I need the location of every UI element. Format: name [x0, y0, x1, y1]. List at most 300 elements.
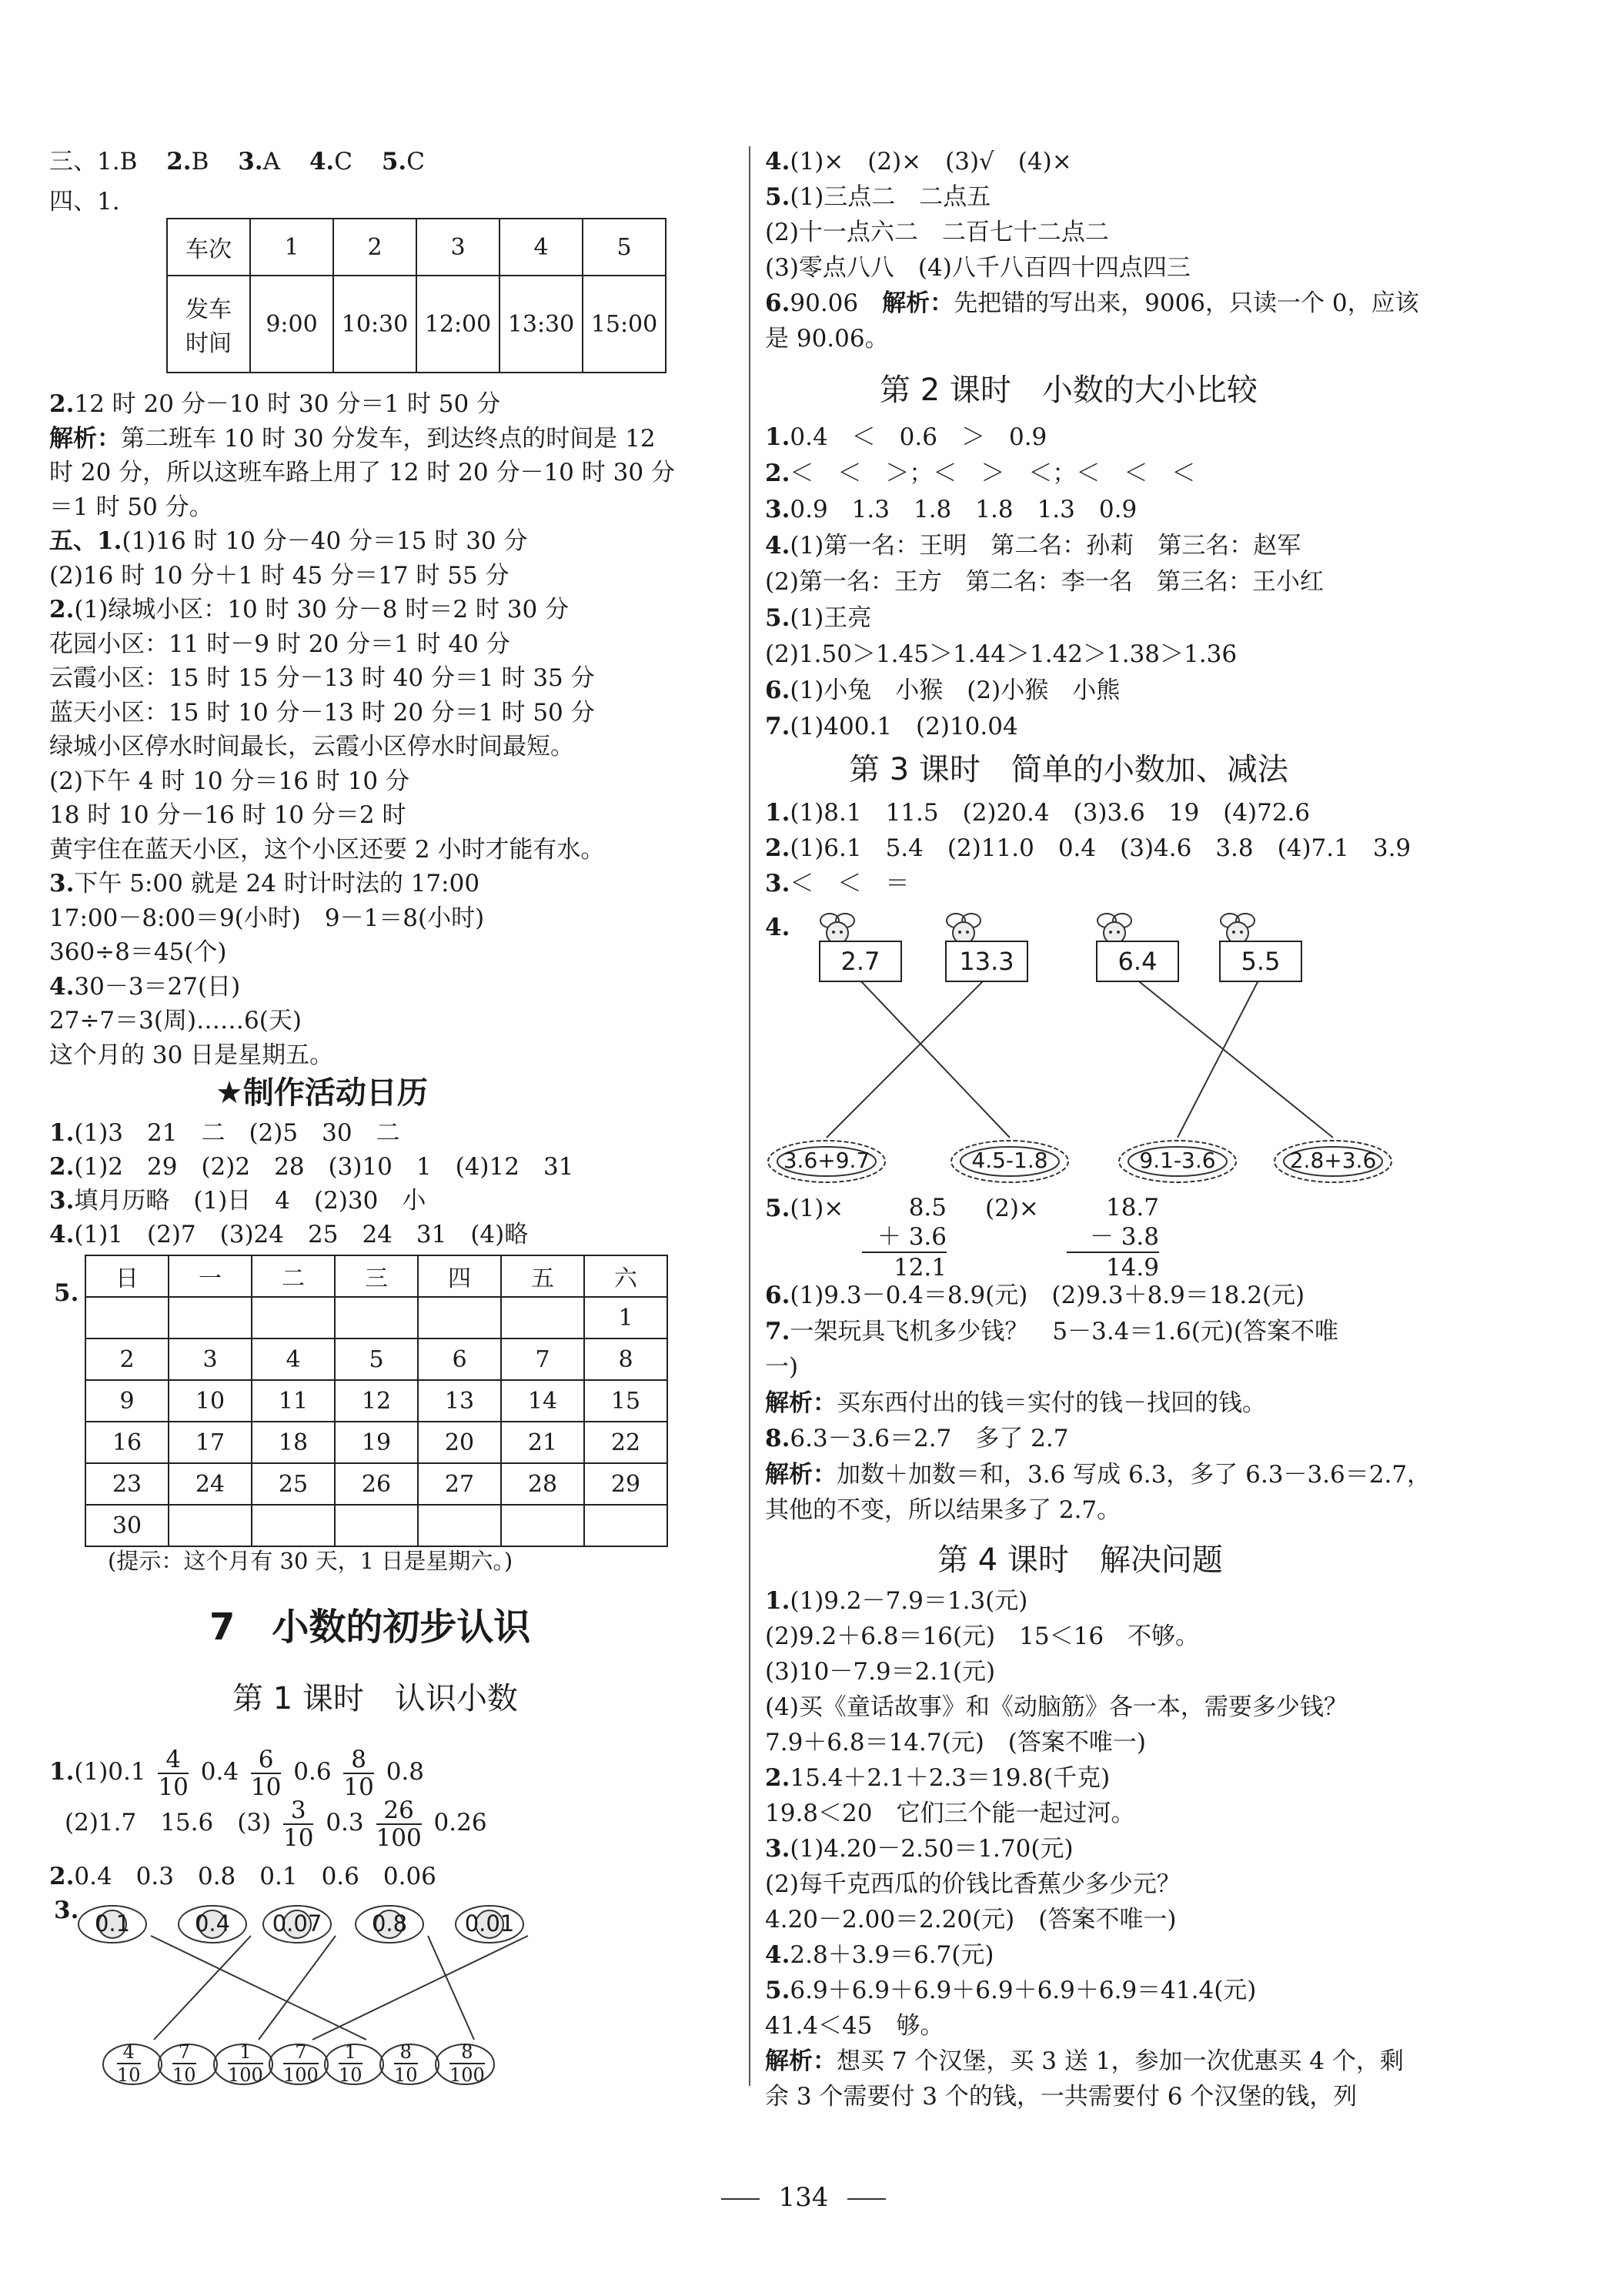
- answer-line: [765, 1280, 1305, 1311]
- answer-text: ＝1 时 50 分。: [49, 493, 213, 521]
- vertical-subtraction: [1067, 1193, 1159, 1282]
- answer-text: 41.4＜45 够。: [765, 2012, 944, 2040]
- answer-line: [49, 423, 656, 454]
- flower-value: 0.4: [194, 1910, 231, 1937]
- calendar-day: 17: [169, 1422, 252, 1463]
- match-line: [151, 1936, 366, 2040]
- calendar-day: 29: [584, 1463, 667, 1505]
- answer-text: 7.9＋6.8＝14.7(元) (答案不唯一): [765, 1729, 1146, 1756]
- section-3-answers: [49, 146, 425, 177]
- answer-text: (1)王亮: [790, 604, 872, 632]
- flower-value: 0.8: [371, 1910, 408, 1937]
- calendar-day: 8: [584, 1338, 667, 1380]
- answer-line: [765, 603, 871, 633]
- answer-box: 13.3: [945, 941, 1028, 982]
- answer-line: [765, 1352, 798, 1382]
- calendar-day: [169, 1505, 252, 1546]
- question-number: 7.: [765, 1317, 790, 1345]
- analysis-text: 先把错的写出来，9006，只读一个 0，应该: [954, 289, 1419, 317]
- table-header: [167, 276, 250, 373]
- flower-value: 0.1: [94, 1910, 131, 1937]
- calendar-day: 9: [85, 1380, 169, 1422]
- answer-line: [765, 1763, 1110, 1793]
- answer-text: 时 20 分，所以这班车路上用了 12 时 20 分－10 时 30 分: [49, 459, 675, 486]
- answer-text: (3)10－7.9＝2.1(元): [765, 1658, 996, 1686]
- answer: C: [406, 148, 425, 175]
- leaf: [323, 2040, 385, 2089]
- numerator: 4: [117, 2041, 141, 2064]
- answer: A: [262, 148, 280, 175]
- denominator: 100: [376, 1823, 422, 1852]
- answer: (2)×: [985, 1195, 1039, 1222]
- weekday-header: 一: [169, 1255, 252, 1297]
- answer-text: (2)1.50＞1.45＞1.44＞1.42＞1.38＞1.36: [765, 640, 1238, 668]
- calendar-day: 11: [252, 1380, 335, 1422]
- answer-text: 15.4＋2.1＋2.3＝19.8(千克): [790, 1764, 1111, 1792]
- answer-text: 想买 7 个汉堡，买 3 送 1，参加一次优惠买 4 个，剩: [837, 2047, 1404, 2075]
- flower: [351, 1901, 428, 1947]
- answer-text: 一): [765, 1353, 799, 1381]
- answer-text: 2.8＋3.9＝6.7(元): [790, 1941, 994, 1969]
- answer-text: (1)6.1 5.4 (2)11.0 0.4 (3)4.6 3.8 (4)7.1 3.9: [790, 834, 1412, 862]
- answer-line: [49, 937, 227, 968]
- numerator: 26: [376, 1797, 422, 1825]
- answer-text: 27÷7＝3(周)……6(天): [49, 1007, 302, 1034]
- answer-text: 360÷8＝45(个): [49, 938, 227, 966]
- answer-line: [49, 800, 406, 831]
- answer-text: 花园小区：11 时－9 时 20 分＝1 时 40 分: [49, 630, 510, 658]
- section-4-label: 四、1.: [49, 188, 120, 216]
- calendar-day: [501, 1505, 584, 1546]
- leaf: [157, 2040, 219, 2089]
- answer-line: [765, 2046, 1404, 2077]
- answer-line: [765, 422, 1047, 453]
- column-divider: [749, 146, 750, 2086]
- calendar-day: 20: [418, 1422, 501, 1463]
- answer: (2)1.7 15.6 (3): [65, 1809, 272, 1836]
- answer-line: [765, 288, 1419, 319]
- answer-text: (2)第一名：王方 第二名：李一名 第三名：王小红: [765, 568, 1324, 596]
- answer-line: [765, 2081, 1357, 2112]
- answer-text: 云霞小区：15 时 15 分－13 时 40 分＝1 时 35 分: [49, 664, 595, 692]
- expression: 2.8+3.6: [1289, 1148, 1377, 1173]
- answer-text: (1)4.20－2.50＝1.70(元): [790, 1835, 1074, 1863]
- denominator: 10: [117, 2064, 141, 2086]
- answer-text: (3)零点八八 (4)八千八百四十四点四三: [765, 254, 1191, 282]
- answer-line: [765, 1459, 1431, 1490]
- match-line: [827, 979, 985, 1138]
- calendar-day: [85, 1297, 169, 1338]
- calendar-day: [252, 1505, 335, 1546]
- question-number: 解析：: [765, 2047, 837, 2075]
- fraction: [339, 2041, 362, 2086]
- calendar-hint: (提示：这个月有 30 天，1 日是星期六。): [108, 1548, 513, 1574]
- lesson-1-title: 第 1 课时 认识小数: [232, 1681, 518, 1716]
- table-cell: 4: [499, 219, 583, 276]
- answer: 0.6: [293, 1758, 332, 1786]
- denominator: 10: [283, 1823, 314, 1852]
- answer-text: 其他的不变，所以结果多了 2.7。: [765, 1496, 1121, 1524]
- calendar-day: 4: [252, 1338, 335, 1380]
- answer-line: [765, 639, 1237, 670]
- fraction: [283, 1797, 313, 1851]
- table-cell: 5: [583, 219, 666, 276]
- answer-text: 18 时 10 分－16 时 10 分＝2 时: [49, 801, 406, 829]
- answer-line: [765, 1586, 1027, 1616]
- expression-ring: [1271, 1138, 1395, 1185]
- answer-text: 一架玩具飞机多少钱？ 5－3.4＝1.6(元)(答案不唯: [790, 1317, 1338, 1345]
- calendar-day: 23: [85, 1463, 169, 1505]
- match-line: [259, 1936, 336, 2040]
- answer: B: [119, 148, 138, 175]
- calendar-day: 14: [501, 1380, 584, 1422]
- question-number: 5.: [765, 1977, 790, 2004]
- calendar-day: 19: [335, 1422, 418, 1463]
- denominator: 100: [283, 2064, 319, 2086]
- question-number: 4.: [765, 914, 790, 941]
- denominator: 10: [394, 2064, 418, 2086]
- match-line: [428, 1936, 474, 2040]
- table-cell: 9:00: [250, 276, 333, 373]
- answer-text: ＜ ＜ ＝: [790, 870, 910, 897]
- numerator: 3: [283, 1797, 313, 1825]
- answer-num: 2.: [166, 148, 192, 175]
- answer-text: 黄宇住在蓝天小区，这个小区还要 2 小时才能有水。: [49, 835, 605, 864]
- answer-text: 0.4 ＜ 0.6 ＞ 0.9: [790, 423, 1047, 451]
- answer-text: (2)每千克西瓜的价钱比香蕉少多少元？: [765, 1870, 1181, 1898]
- answer-text: 是 90.06。: [765, 325, 889, 353]
- calendar-day: [501, 1297, 584, 1338]
- calendar-day: 16: [85, 1422, 169, 1463]
- answer-num: 3.: [238, 148, 263, 175]
- leaf: [379, 2040, 440, 2089]
- flower: [74, 1901, 151, 1947]
- answer-line: [765, 797, 1310, 828]
- match-line: [154, 1936, 251, 2040]
- question-number: 8.: [765, 1425, 790, 1452]
- answer-line: [49, 526, 528, 556]
- answer-text: 4.20－2.00＝2.20(元) (答案不唯一): [765, 1906, 1177, 1933]
- question-number: 4.: [765, 532, 790, 560]
- question-number: 解析：: [765, 1389, 837, 1417]
- expression: 9.1-3.6: [1139, 1148, 1216, 1173]
- flower-value: 0.07: [272, 1910, 322, 1937]
- answer-text: (1)9.3－0.4＝8.9(元) (2)9.3＋8.9＝18.2(元): [790, 1282, 1305, 1309]
- flower: [451, 1901, 528, 1947]
- question-number: 1.: [49, 1758, 75, 1786]
- answer-line: [49, 1005, 302, 1036]
- answer-line: [765, 494, 1137, 525]
- question-number: 4.: [49, 1221, 75, 1248]
- answer-box: 2.7: [819, 941, 902, 982]
- answer-line: [765, 1940, 994, 1970]
- answer-box: 5.5: [1219, 941, 1302, 982]
- question-number: 4.: [49, 972, 75, 1001]
- leaf: [434, 2040, 496, 2089]
- calendar-day: 21: [501, 1422, 584, 1463]
- answer-line: [49, 868, 479, 899]
- match-line: [859, 979, 1010, 1138]
- calendar-day: 22: [584, 1422, 667, 1463]
- question-number: 3.: [765, 870, 790, 897]
- vertical-addition: [862, 1193, 947, 1282]
- question-number: 5.: [765, 183, 790, 211]
- table-header: 车次: [167, 219, 250, 276]
- question-number: 解析：: [765, 1460, 837, 1489]
- answer-line: [49, 492, 213, 523]
- answer-line: [765, 566, 1324, 597]
- expression-ring: [765, 1138, 888, 1185]
- question-number: 3.: [49, 870, 75, 897]
- answer-text: (1)8.1 11.5 (2)20.4 (3)3.6 19 (4)72.6: [790, 799, 1311, 827]
- question-number: 1.: [765, 423, 790, 451]
- answer-line: [49, 903, 484, 934]
- flower: [174, 1901, 251, 1947]
- answer-line: [49, 834, 604, 865]
- answer-text: 17:00－8:00＝9(小时) 9－1＝8(小时): [49, 904, 485, 932]
- answer-line: [49, 1185, 426, 1216]
- result: 14.9: [1105, 1254, 1159, 1282]
- answer-text: (2)9.2＋6.8＝16(元) 15＜16 不够。: [765, 1623, 1200, 1650]
- l1-q2: [49, 1861, 436, 1892]
- question-number: 2.: [49, 1153, 75, 1181]
- question-number: 5.: [765, 1195, 790, 1222]
- header-line: 时间: [185, 330, 232, 357]
- answer: C: [334, 148, 352, 175]
- calendar-day: 26: [335, 1463, 418, 1505]
- lesson-4-title: 第 4 课时 解决问题: [937, 1542, 1223, 1578]
- calendar-day: [335, 1297, 418, 1338]
- answer: 0.4: [200, 1758, 239, 1786]
- calendar-day: 7: [501, 1338, 584, 1380]
- header-line: 发车: [185, 296, 232, 323]
- calendar-day: [169, 1297, 252, 1338]
- match-line: [1178, 979, 1259, 1138]
- answer-text: (2)下午 4 时 10 分＝16 时 10 分: [49, 767, 409, 795]
- calendar-day: 18: [252, 1422, 335, 1463]
- answer-text: (1)16 时 10 分－40 分＝15 时 30 分: [122, 527, 528, 555]
- lesson-2-title: 第 2 课时 小数的大小比较: [880, 373, 1258, 408]
- answer-text: 90.06: [790, 289, 883, 317]
- answer-text: (1)9.2－7.9＝1.3(元): [790, 1587, 1028, 1615]
- leaf: [102, 2040, 163, 2089]
- answer-text: (1)小兔 小猴 (2)小猴 小熊: [790, 677, 1121, 704]
- fraction: [283, 2041, 319, 2086]
- lesson-3-title: 第 3 课时 简单的小数加、减法: [849, 752, 1288, 787]
- leaf: [268, 2040, 329, 2089]
- numerator: 7: [283, 2041, 319, 2064]
- table-cell: 12:00: [416, 276, 499, 373]
- answer-text: 这个月的 30 日是星期五。: [49, 1041, 334, 1069]
- answer-box: 6.4: [1096, 941, 1179, 982]
- answer-line: [49, 1040, 333, 1071]
- match-line: [312, 1936, 528, 2040]
- answer-line: [49, 560, 509, 591]
- answer-line: [765, 323, 889, 354]
- page-number-text: 134: [778, 2182, 829, 2213]
- answer-text: 下午 5:00 就是 24 时计时法的 17:00: [74, 870, 480, 897]
- l1-q1-line-b: [65, 1792, 487, 1853]
- calendar-day: 24: [169, 1463, 252, 1505]
- analysis-label: 解析：: [882, 289, 954, 317]
- answer-line: [49, 594, 569, 625]
- question-number: 2.: [49, 596, 75, 623]
- question-number: 3.: [765, 1835, 790, 1863]
- denominator: 100: [449, 2064, 485, 2086]
- answer-num: 4.: [309, 148, 335, 175]
- calendar-day: [335, 1505, 418, 1546]
- calendar-day: 12: [335, 1380, 418, 1422]
- bus-schedule-table: [166, 218, 667, 373]
- section-label: 三、1.: [49, 148, 120, 175]
- month-calendar-table: [85, 1255, 668, 1547]
- answer-line: [765, 458, 1195, 489]
- question-number: 6.: [765, 289, 790, 317]
- answer: 0.4 0.3 0.8 0.1 0.6 0.06: [74, 1863, 436, 1890]
- match-line: [1136, 979, 1333, 1138]
- answer-text: 余 3 个需要付 3 个的钱，一共需要付 6 个汉堡的钱，列: [765, 2083, 1358, 2111]
- expression-ring: [948, 1138, 1071, 1185]
- flower-value: 0.01: [464, 1910, 515, 1937]
- answer-line: [765, 1656, 995, 1687]
- answer-text: 第二班车 10 时 30 分发车，到达终点的时间是 12: [121, 424, 656, 453]
- answer-line: [765, 146, 1072, 177]
- denominator: 10: [158, 1773, 189, 1801]
- denominator: 10: [172, 2064, 196, 2086]
- dash: [847, 2198, 886, 2200]
- answer-text: 6.3－3.6＝2.7 多了 2.7: [790, 1425, 1069, 1452]
- answer: 0.26: [433, 1809, 487, 1836]
- calendar-day: [252, 1297, 335, 1338]
- calendar-heading: ★制作活动日历: [215, 1075, 428, 1111]
- question-number: 3.: [54, 1897, 79, 1924]
- denominator: 100: [228, 2064, 263, 2086]
- calendar-day: [418, 1297, 501, 1338]
- weekday-header: 四: [418, 1255, 501, 1297]
- answer-line: [765, 217, 1109, 248]
- operand: ＋ 3.6: [862, 1222, 947, 1253]
- table-cell: 3: [416, 219, 499, 276]
- answer-text: 绿城小区停水时间最长，云霞小区停水时间最短。: [49, 733, 574, 760]
- calendar-day: [584, 1505, 667, 1546]
- question-number: 7.: [765, 713, 790, 740]
- fraction: [449, 2041, 485, 2086]
- answer-line: [765, 1495, 1121, 1526]
- dash: [721, 2198, 760, 2200]
- answer-line: [765, 675, 1120, 706]
- calendar-day: 1: [584, 1297, 667, 1338]
- question-number: 五、1.: [49, 527, 122, 555]
- answer-text: 6.9＋6.9＋6.9＋6.9＋6.9＋6.9＝41.4(元): [790, 1977, 1257, 2004]
- answer-text: 0.9 1.3 1.8 1.8 1.3 0.9: [790, 496, 1138, 523]
- answer-text: (1)× (2)× (3)√ (4)×: [790, 148, 1072, 175]
- question-number: 2.: [765, 834, 790, 862]
- answer-text: (2)16 时 10 分＋1 时 45 分＝17 时 55 分: [49, 561, 509, 590]
- answer-line: [49, 731, 574, 762]
- weekday-header: 三: [335, 1255, 418, 1297]
- table-cell: 10:30: [333, 276, 416, 373]
- answer: (1)×: [790, 1195, 844, 1222]
- answer-line: [49, 1151, 573, 1182]
- fraction: [376, 1797, 422, 1851]
- answer-line: [765, 1975, 1256, 2006]
- expression: 4.5-1.8: [971, 1148, 1048, 1173]
- weekday-header: 二: [252, 1255, 335, 1297]
- answer-line: [49, 389, 500, 419]
- answer-text: (1)400.1 (2)10.04: [790, 713, 1018, 740]
- numerator: 8: [449, 2041, 485, 2064]
- answer-line: [49, 971, 240, 1002]
- flower: [259, 1901, 336, 1947]
- numerator: 6: [251, 1746, 281, 1774]
- numerator: 1: [339, 2041, 362, 2064]
- denominator: 10: [250, 1773, 282, 1801]
- expression-ring: [1116, 1138, 1239, 1185]
- answer-line: [765, 2010, 944, 2041]
- answer: (1)0.1: [74, 1758, 146, 1786]
- answer-line: [49, 766, 409, 797]
- fraction: [117, 2041, 141, 2086]
- chapter-title: 7 小数的初步认识: [209, 1606, 531, 1649]
- calendar-day: 27: [418, 1463, 501, 1505]
- answer-text: (2)十一点六二 二百七十二点二: [765, 219, 1109, 246]
- answer-text: 30－3＝27(日): [74, 972, 241, 1001]
- calendar-day: 5: [335, 1338, 418, 1380]
- table-cell: 1: [250, 219, 333, 276]
- answer-text: 12 时 20 分－10 时 30 分＝1 时 50 分: [74, 390, 501, 418]
- answer-text: (1)3 21 二 (2)5 30 二: [74, 1119, 400, 1147]
- answer-line: [765, 1423, 1068, 1454]
- answer: 0.3: [326, 1809, 364, 1836]
- answer-text: 买东西付出的钱＝实付的钱－找回的钱。: [837, 1389, 1266, 1417]
- table-cell: 2: [333, 219, 416, 276]
- question-number: 1.: [765, 1587, 790, 1615]
- operand: 18.7: [1105, 1194, 1159, 1222]
- question-number: 4.: [765, 1941, 790, 1969]
- question-number: 2.: [765, 1764, 790, 1792]
- question-number: 5.: [54, 1279, 79, 1307]
- numerator: 1: [228, 2041, 263, 2064]
- calendar-day: 3: [169, 1338, 252, 1380]
- numerator: 4: [158, 1746, 188, 1774]
- question-number: 1.: [49, 1119, 75, 1147]
- weekday-header: 日: [85, 1255, 169, 1297]
- question-number: 3.: [765, 496, 790, 523]
- operand: 8.5: [908, 1194, 947, 1222]
- calendar-day: 6: [418, 1338, 501, 1380]
- question-number: 6.: [765, 677, 790, 704]
- expression: 3.6+9.7: [783, 1148, 870, 1173]
- denominator: 10: [339, 2064, 362, 2086]
- fraction: [172, 2041, 196, 2086]
- answer-text: (1)绿城小区：10 时 30 分－8 时＝2 时 30 分: [74, 596, 570, 623]
- answer-line: [765, 1833, 1074, 1864]
- q5-line: [765, 1193, 844, 1224]
- page-number: [0, 2182, 1607, 2213]
- calendar-day: 25: [252, 1463, 335, 1505]
- answer-text: 加数＋加数＝和，3.6 写成 6.3，多了 6.3－3.6＝2.7，: [837, 1460, 1432, 1489]
- answer-text: (1)2 29 (2)2 28 (3)10 1 (4)12 31: [74, 1153, 574, 1181]
- calendar-day: 15: [584, 1380, 667, 1422]
- fraction: [228, 2041, 263, 2086]
- numerator: 8: [343, 1746, 373, 1774]
- question-number: 6.: [765, 1282, 790, 1309]
- table-cell: 15:00: [583, 276, 666, 373]
- answer-line: [49, 629, 510, 660]
- answer-line: [765, 1727, 1146, 1758]
- answer-num: 5.: [381, 148, 407, 175]
- calendar-day: 2: [85, 1338, 169, 1380]
